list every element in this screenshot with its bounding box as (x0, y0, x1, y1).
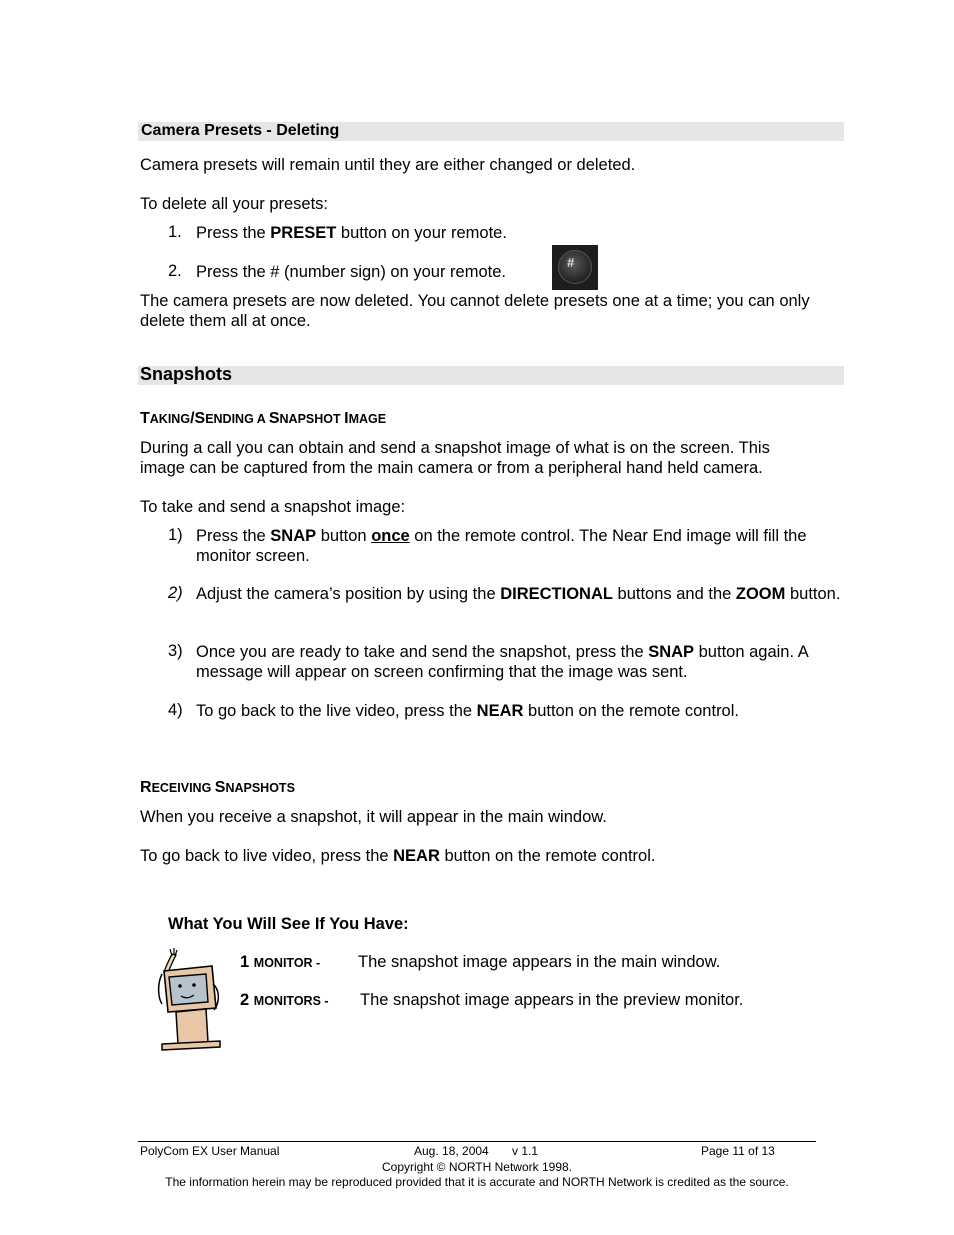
snapshot-step-2: Adjust the camera’s position by using the DIRECTIONAL buttons and the ZOOM button. (196, 585, 841, 603)
snapshot-step-4: To go back to the live video, press the NEAR button on the remote control. (196, 702, 739, 720)
step-number: 2) (168, 584, 183, 602)
step-number: 1. (168, 223, 182, 241)
footer-page-number: Page 11 of 13 (701, 1144, 775, 1158)
take-snapshot-lead: To take and send a snapshot image: (140, 498, 406, 516)
snapshot-step-3: Once you are ready to take and send the snapshot, press the SNAP button again. A message will appear on screen confirming that the image was sent. (196, 643, 808, 681)
delete-step-2: Press the # (number sign) on your remote. (196, 263, 506, 281)
monitor-row-2-text: The snapshot image appears in the preview monitor. (360, 991, 744, 1009)
footer-date: Aug. 18, 2004 (414, 1144, 489, 1158)
snapshot-step-1: Press the SNAP button once on the remote control. The Near End image will fill the monitor screen. (196, 527, 807, 565)
section-heading-bar-camera-presets (138, 122, 844, 141)
step-number: 1) (168, 526, 183, 544)
presets-intro: Camera presets will remain until they are either changed or deleted. (140, 156, 636, 174)
step-number: 4) (168, 701, 183, 719)
step-number: 2. (168, 262, 182, 280)
delete-presets-lead: To delete all your presets: (140, 195, 329, 213)
monitor-row-1-text: The snapshot image appears in the main window. (358, 953, 721, 971)
back-to-live-text: To go back to live video, press the NEAR button on the remote control. (140, 847, 656, 865)
subheading-receiving: RECEIVING SNAPSHOTS (140, 779, 295, 796)
monitor-row-2: 2 MONITORS - (240, 991, 329, 1009)
footer-version: v 1.1 (512, 1144, 539, 1158)
footer-copyright: Copyright © NORTH Network 1998. (381, 1160, 573, 1174)
delete-step-1: Press the PRESET button on your remote. (196, 224, 507, 242)
footer-manual-title: PolyCom EX User Manual (140, 1144, 280, 1158)
hash-button-icon: # (552, 245, 598, 290)
what-you-will-see-heading: What You Will See If You Have: (168, 915, 409, 933)
section-heading-snapshots: Snapshots (140, 364, 233, 384)
pointing-monitor-mascot-icon (154, 946, 226, 1052)
section-heading-bar-snapshots (138, 366, 844, 385)
step-number: 3) (168, 642, 183, 660)
section-heading-camera-presets: Camera Presets - Deleting (141, 122, 340, 139)
monitor-row-1: 1 MONITOR - (240, 953, 321, 971)
footer-notice: The information herein may be reproduced provided that it is accurate and NORTH Network is credited as the source. (165, 1175, 789, 1189)
footer-divider (138, 1141, 816, 1142)
presets-conclusion: The camera presets are now deleted. You cannot delete presets one at a time; you can only delete them all at once. (140, 292, 810, 330)
receive-text: When you receive a snapshot, it will appear in the main window. (140, 808, 607, 826)
subheading-taking-sending: TAKING/SENDING A SNAPSHOT IMAGE (140, 410, 387, 427)
snapshot-intro: During a call you can obtain and send a snapshot image of what is on the screen. This image can be captured from the main camera or from a peripheral hand held camera. (140, 439, 770, 477)
